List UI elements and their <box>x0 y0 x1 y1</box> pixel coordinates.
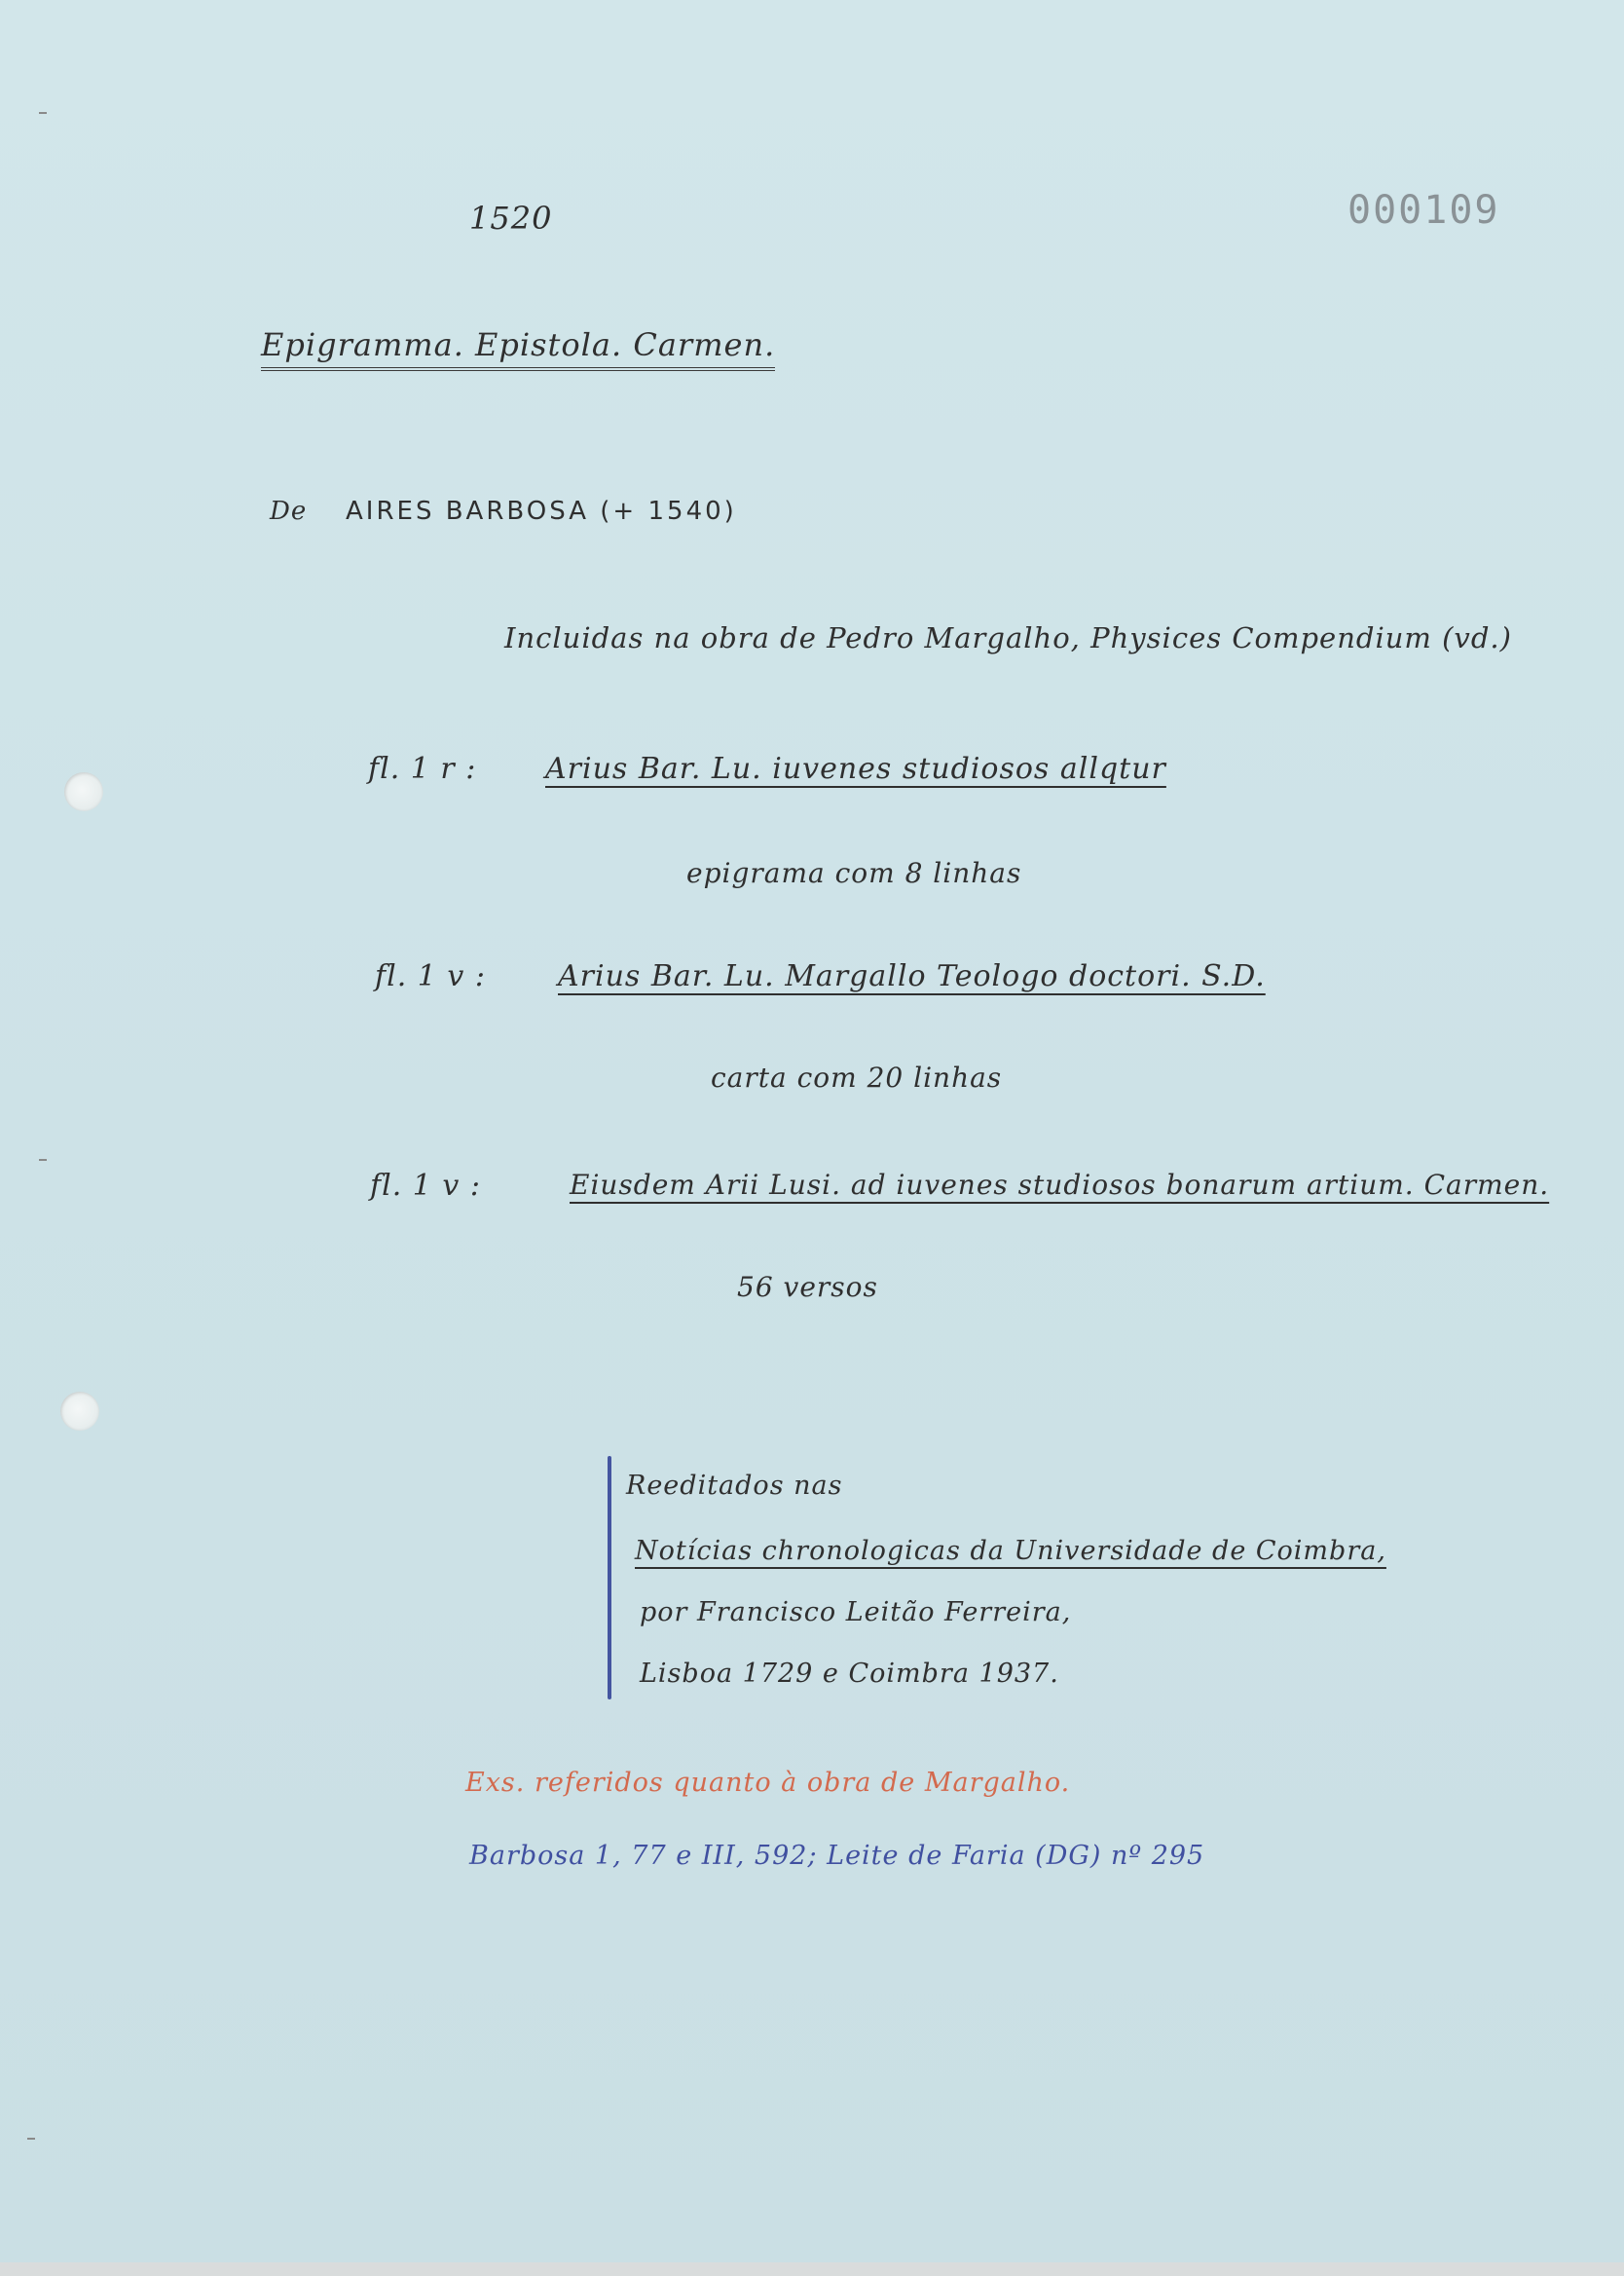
copies-note: Exs. referidos quanto à obra de Margalho. <box>465 1768 1071 1798</box>
entry-folio: fl. 1 v : <box>370 1169 481 1203</box>
entry-note: epigrama com 8 linhas <box>686 857 1022 889</box>
edge-mark <box>27 2138 35 2140</box>
author-prefix: De <box>270 497 308 526</box>
scan-edge <box>0 2262 1624 2276</box>
reedition-work-title: Notícias chronologicas da Universidade de Coimbra, <box>635 1536 1386 1566</box>
entry-title: Arius Bar. Lu. iuvenes studiosos allqtur <box>545 752 1166 786</box>
reedition-intro: Reeditados nas <box>626 1471 843 1501</box>
record-number-stamp: 000109 <box>1347 188 1500 233</box>
entry-folio: fl. 1 r : <box>368 752 477 786</box>
included-in-line: Incluidas na obra de Pedro Margalho, Physices Compendium (vd.) <box>504 621 1512 654</box>
reedition-bracket <box>608 1456 611 1699</box>
edge-mark <box>39 1159 47 1161</box>
bibliography-note: Barbosa 1, 77 e III, 592; Leite de Faria (DG) nº 295 <box>469 1841 1205 1871</box>
punch-hole <box>64 772 103 811</box>
year: 1520 <box>469 200 553 237</box>
entry-folio: fl. 1 v : <box>375 959 486 993</box>
entry-title: Eiusdem Arii Lusi. ad iuvenes studiosos bonarum artium. Carmen. <box>570 1169 1550 1201</box>
entry-note: 56 versos <box>737 1271 878 1303</box>
entry-note: carta com 20 linhas <box>711 1062 1003 1094</box>
edge-mark <box>39 112 47 114</box>
reedition-places: Lisboa 1729 e Coimbra 1937. <box>640 1659 1059 1689</box>
author-name: AIRES BARBOSA (+ 1540) <box>346 497 737 526</box>
document-title: Epigramma. Epistola. Carmen. <box>261 326 775 371</box>
punch-hole <box>60 1392 99 1431</box>
entry-title: Arius Bar. Lu. Margallo Teologo doctori. S.D. <box>558 959 1266 993</box>
reedition-author: por Francisco Leitão Ferreira, <box>640 1597 1072 1627</box>
